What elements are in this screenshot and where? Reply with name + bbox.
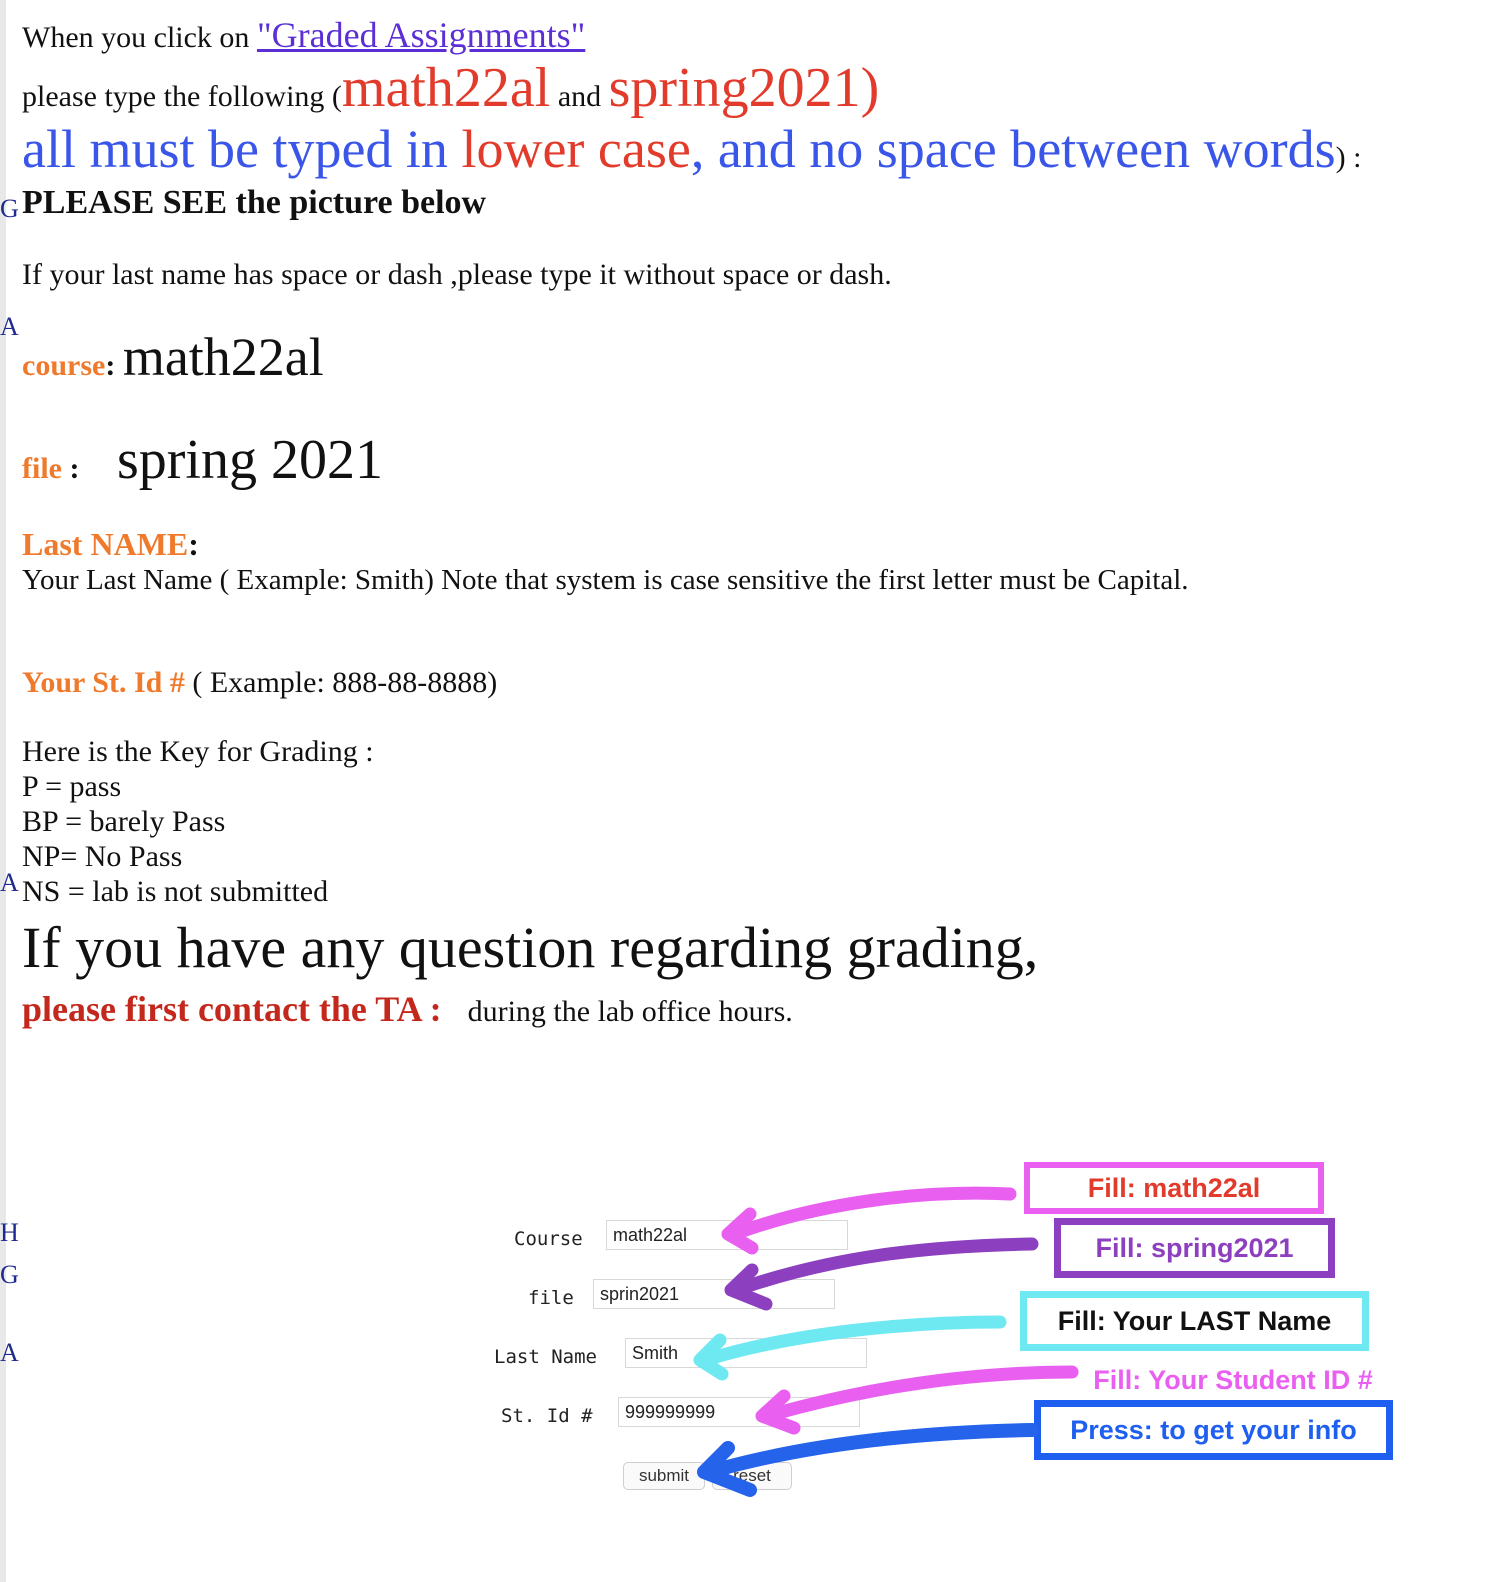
contact-ta-text: please first contact the TA : (22, 989, 442, 1029)
picture-course-field: math22al (606, 1220, 848, 1250)
last-name-label: Last NAME (22, 526, 189, 562)
course-value: math22al (122, 327, 324, 387)
instruction-text: ) : (1335, 141, 1362, 174)
last-name-note: Your Last Name ( Example: Smith) Note that system is case sensitive the first letter must be Capital. (22, 564, 1189, 596)
last-name-space-note: If your last name has space or dash ,please type it without space or dash. (22, 258, 892, 291)
grading-key-item: NP= No Pass (22, 840, 183, 873)
file-colon: : (61, 452, 87, 485)
file-value: spring 2021 (116, 429, 383, 491)
course-colon: : (105, 349, 123, 382)
contact-hours-text: during the lab office hours. (467, 995, 793, 1028)
file-label: file (22, 452, 62, 485)
left-nav-fragment[interactable]: A (0, 1338, 19, 1367)
instruction-text: , and no space between words (690, 119, 1336, 179)
picture-last-name-label: Last Name (494, 1346, 597, 1368)
student-id-example: ( Example: 888-88-8888) (184, 666, 498, 699)
fill-file-callout: Fill: spring2021 (1054, 1218, 1335, 1278)
picture-student-id-field: 999999999 (618, 1397, 860, 1427)
left-nav-fragment[interactable]: G (0, 1260, 19, 1289)
picture-submit-button: submit (623, 1462, 705, 1490)
picture-student-id-label: St. Id # (501, 1405, 593, 1427)
file-code-text: spring2021) (608, 57, 880, 119)
left-nav-fragment[interactable]: G (0, 194, 19, 223)
course-code-text: math22al (341, 57, 551, 119)
course-label: course (22, 349, 106, 382)
fill-student-id-callout: Fill: Your Student ID # (1093, 1365, 1373, 1395)
instruction-text: and (550, 80, 609, 113)
grading-key-item: NS = lab is not submitted (22, 875, 329, 908)
grading-question-heading: If you have any question regarding grading, (22, 915, 1039, 980)
student-id-label: Your St. Id # (22, 666, 185, 699)
instruction-text: please type the following ( (22, 80, 342, 113)
fill-course-callout: Fill: math22al (1024, 1162, 1324, 1214)
picture-file-label: file (528, 1287, 574, 1309)
grading-key-item: BP = barely Pass (22, 805, 226, 838)
press-submit-callout: Press: to get your info (1034, 1400, 1393, 1460)
left-nav-fragment[interactable]: H (0, 1218, 19, 1247)
instruction-text: all must be typed in (22, 119, 462, 179)
lower-case-text: lower case (461, 119, 691, 179)
fill-last-name-callout: Fill: Your LAST Name (1020, 1291, 1369, 1351)
see-picture-heading: PLEASE SEE the picture below (22, 184, 487, 221)
graded-assignments-link[interactable]: "Graded Assignments" (256, 15, 586, 55)
left-nav-fragment[interactable]: A (0, 868, 19, 897)
picture-course-label: Course (514, 1228, 583, 1250)
last-name-colon: : (188, 526, 199, 562)
left-nav-fragment[interactable]: A (0, 312, 19, 341)
grading-key-heading: Here is the Key for Grading : (22, 735, 374, 768)
picture-last-name-field: Smith (625, 1338, 867, 1368)
grading-key-item: P = pass (22, 770, 122, 803)
picture-file-field: sprin2021 (593, 1279, 835, 1309)
instruction-text: When you click on (22, 21, 257, 54)
picture-reset-button: reset (712, 1462, 792, 1490)
